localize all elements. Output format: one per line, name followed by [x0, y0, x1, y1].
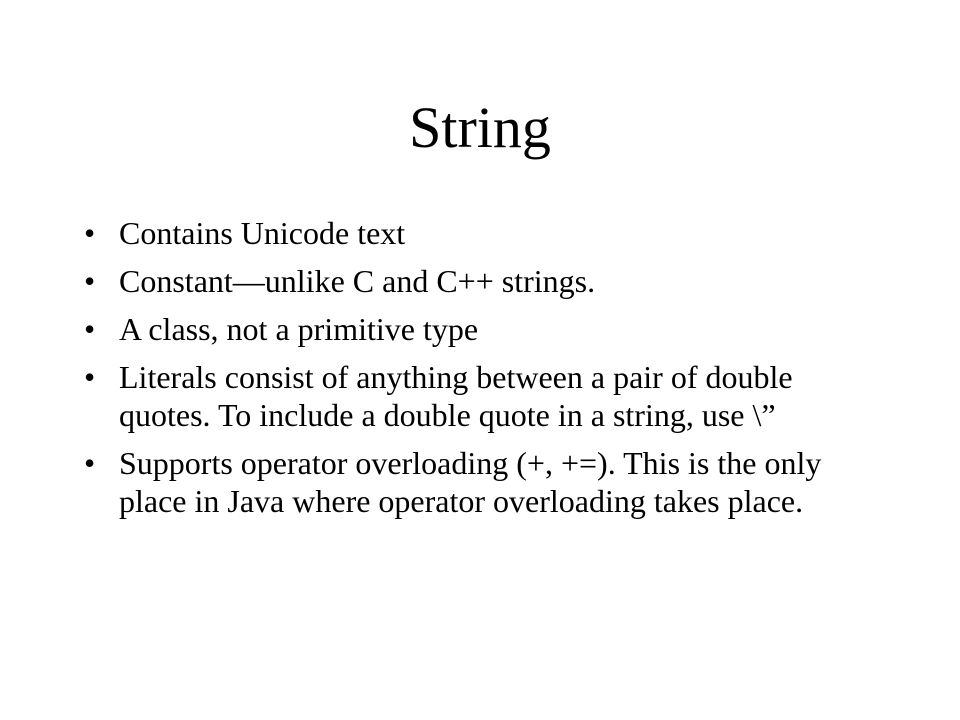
bullet-item: [84, 358, 884, 434]
bullet-list: [84, 214, 884, 530]
bullet-marker: •: [84, 311, 96, 347]
slide-title: String: [409, 95, 551, 160]
bullet-text: Contains Unicode text: [119, 215, 406, 251]
bullet-item: [84, 444, 884, 520]
bullet-marker: •: [84, 445, 96, 481]
bullet-item: [84, 310, 884, 348]
bullet-text: A class, not a primitive type: [119, 311, 479, 347]
bullet-text: Supports operator overloading (+, +=). This is the only place in Java where operator overloading takes place.: [119, 445, 822, 519]
bullet-item: [84, 262, 884, 300]
bullet-marker: •: [84, 263, 96, 299]
bullet-text: Constant—unlike C and C++ strings.: [119, 263, 596, 299]
bullet-item: [84, 214, 884, 252]
bullet-marker: •: [84, 359, 96, 395]
bullet-marker: •: [84, 215, 96, 251]
bullet-text: Literals consist of anything between a pair of double quotes. To include a double quote in a string, use \”: [119, 359, 793, 433]
